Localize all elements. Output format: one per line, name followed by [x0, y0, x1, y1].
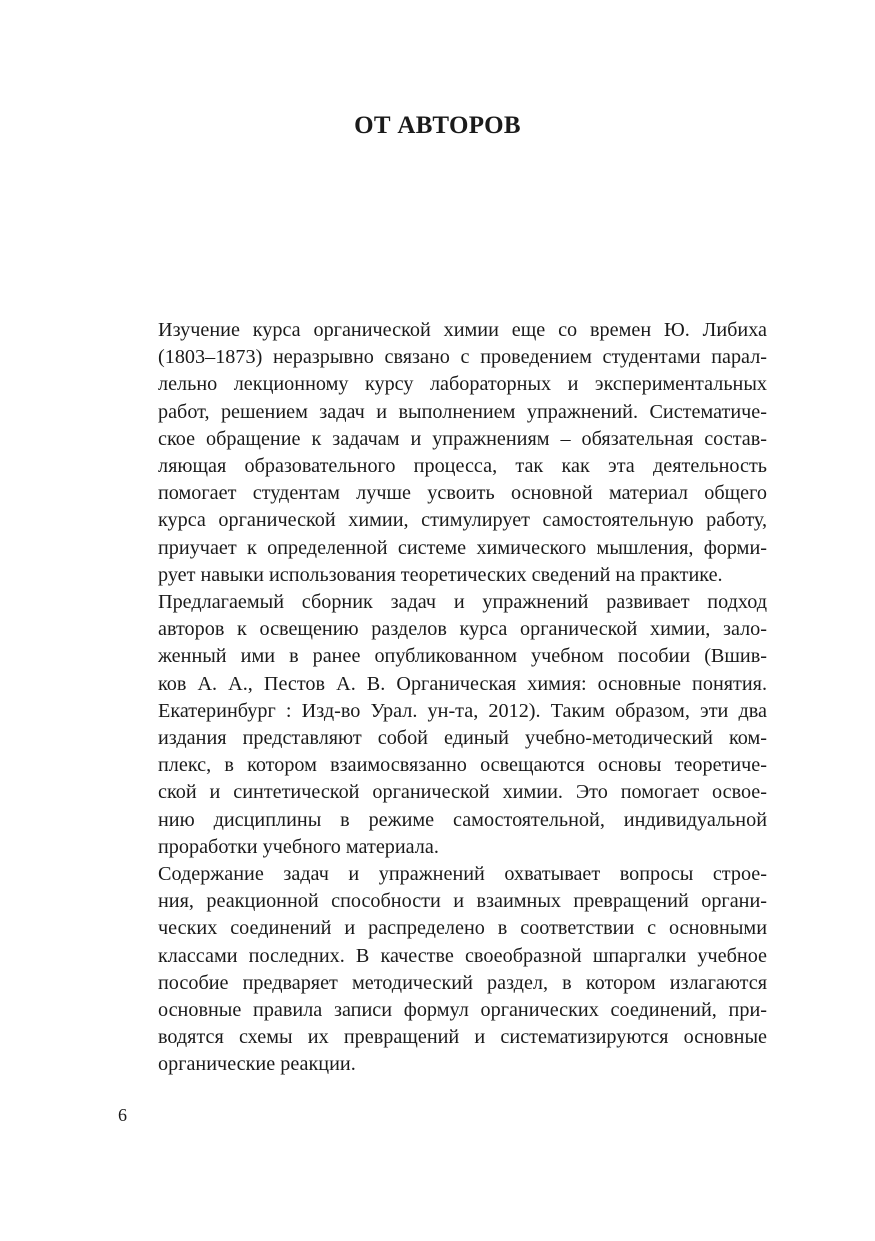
- paragraph-2: [118, 589, 767, 861]
- text-line: издания представляют собой единый учебно-методический ком-: [158, 727, 767, 750]
- text-line: классами последних. В качестве своеобразной шпаргалки учебное: [158, 944, 767, 967]
- text-line: приучает к определенной системе химического мышления, форми-: [158, 536, 767, 559]
- text-line: пособие предваряет методический раздел, в котором излагаются: [158, 971, 767, 994]
- text-line: ческих соединений и распределено в соответствии с основными: [158, 917, 767, 940]
- body-text: [118, 317, 767, 1079]
- text-line: Изучение курса органической химии еще со времен Ю. Либиха: [158, 319, 767, 341]
- text-line: плекс, в котором взаимосвязанно освещаются основы теоретиче-: [158, 754, 767, 777]
- page-number: 6: [118, 1105, 127, 1125]
- text-line: помогает студентам лучше усвоить основной материал общего: [158, 482, 767, 505]
- text-line: Содержание задач и упражнений охватывает вопросы строе-: [158, 863, 767, 886]
- text-line: проработки учебного материала.: [158, 835, 439, 858]
- text-line: Предлагаемый сборник задач и упражнений развивает подход: [158, 591, 767, 614]
- text-line: ляющая образовательного процесса, так как эта деятельность: [158, 455, 767, 478]
- text-line: ния, реакционной способности и взаимных превращений органи-: [158, 890, 767, 913]
- text-line: водятся схемы их превращений и систематизируются основные: [158, 1026, 767, 1049]
- text-line: ское обращение к задачам и упражнениям – обязательная состав-: [158, 427, 767, 450]
- text-line: нию дисциплины в режиме самостоятельной, индивидуальной: [158, 808, 767, 831]
- text-line: лельно лекционному курсу лабораторных и экспериментальных: [158, 373, 767, 396]
- text-line: авторов к освещению разделов курса органической химии, зало-: [158, 618, 767, 641]
- paragraph-1: [118, 317, 767, 589]
- paragraph-3: [118, 861, 767, 1079]
- text-line: ков А. А., Пестов А. В. Органическая химия: основные понятия.: [158, 672, 767, 695]
- text-line: работ, решением задач и выполнением упражнений. Систематиче-: [158, 400, 767, 423]
- text-line: основные правила записи формул органических соединений, при-: [158, 999, 767, 1022]
- text-line: (1803–1873) неразрывно связано с проведением студентами парал-: [158, 346, 767, 369]
- text-line: Екатеринбург : Изд-во Урал. ун-та, 2012). Таким образом, эти два: [158, 699, 767, 722]
- text-line: ской и синтетической органической химии. Это помогает освое-: [158, 781, 767, 804]
- text-line: рует навыки использования теоретических сведений на практике.: [158, 563, 723, 586]
- text-line: курса органической химии, стимулирует самостоятельную работу,: [158, 509, 767, 532]
- text-line: органические реакции.: [158, 1053, 356, 1076]
- text-line: женный ими в ранее опубликованном учебном пособии (Вшив-: [158, 645, 767, 668]
- page-title: ОТ АВТОРОВ: [354, 112, 521, 139]
